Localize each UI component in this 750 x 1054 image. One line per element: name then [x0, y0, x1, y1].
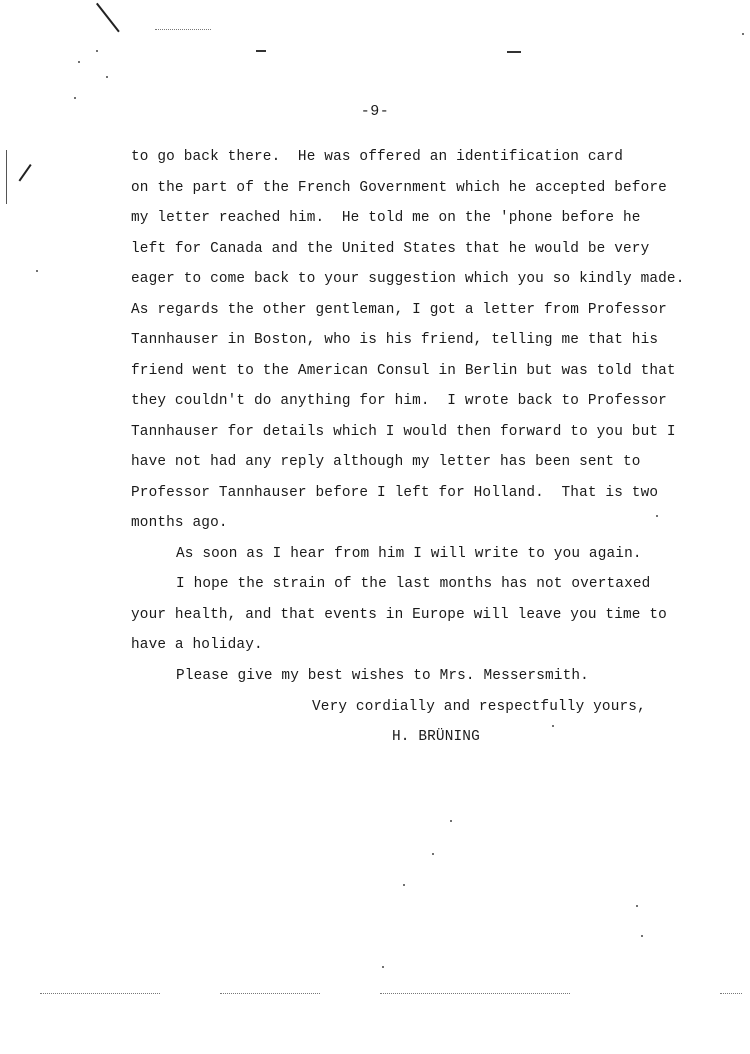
- scan-stroke-mark: [96, 3, 120, 33]
- body-line: As soon as I hear from him I will write to you again.: [176, 546, 642, 562]
- scan-dash: [507, 51, 521, 53]
- body-line: have not had any reply although my letter has been sent to: [131, 454, 641, 470]
- body-line: eager to come back to your suggestion which you so kindly made.: [131, 271, 685, 287]
- scan-dots: [155, 29, 211, 31]
- body-line: months ago.: [131, 515, 228, 531]
- body-line: As regards the other gentleman, I got a letter from Professor: [131, 302, 667, 318]
- body-line: they couldn't do anything for him. I wrote back to Professor: [131, 393, 667, 409]
- page-number: -9-: [360, 103, 390, 120]
- scan-dots: [720, 993, 742, 995]
- scan-speck: [450, 820, 452, 822]
- scan-speck: [656, 515, 658, 517]
- body-line: on the part of the French Government which he accepted before: [131, 180, 667, 196]
- margin-pen-mark: [19, 164, 32, 182]
- body-line: Tannhauser in Boston, who is his friend, telling me that his: [131, 332, 659, 348]
- body-line: your health, and that events in Europe will leave you time to: [131, 607, 667, 623]
- body-line: Tannhauser for details which I would then forward to you but I: [131, 424, 676, 440]
- body-line: left for Canada and the United States that he would be very: [131, 241, 650, 257]
- scan-speck: [36, 270, 38, 272]
- scan-dots: [40, 993, 160, 995]
- body-line: Please give my best wishes to Mrs. Messersmith.: [176, 668, 589, 684]
- body-line: friend went to the American Consul in Berlin but was told that: [131, 363, 676, 379]
- body-line: Professor Tannhauser before I left for Holland. That is two: [131, 485, 659, 501]
- scan-dots: [380, 993, 570, 995]
- scan-speck: [106, 76, 108, 78]
- margin-line: [6, 150, 7, 204]
- scan-speck: [742, 33, 744, 35]
- scan-speck: [403, 884, 405, 886]
- scan-speck: [636, 905, 638, 907]
- closing-line: Very cordially and respectfully yours,: [312, 699, 646, 715]
- scan-speck: [432, 853, 434, 855]
- scan-speck: [96, 50, 98, 52]
- body-line: my letter reached him. He told me on the 'phone before he: [131, 210, 641, 226]
- scan-speck: [641, 935, 643, 937]
- body-line: have a holiday.: [131, 637, 263, 653]
- body-line: to go back there. He was offered an identification card: [131, 149, 624, 165]
- scan-dash: [256, 50, 266, 52]
- scan-speck: [382, 966, 384, 968]
- scan-speck: [78, 61, 80, 63]
- body-line: I hope the strain of the last months has not overtaxed: [176, 576, 651, 592]
- signature: H. BRÜNING: [392, 729, 480, 745]
- scan-dots: [220, 993, 320, 995]
- scan-speck: [552, 725, 554, 727]
- scan-speck: [74, 97, 76, 99]
